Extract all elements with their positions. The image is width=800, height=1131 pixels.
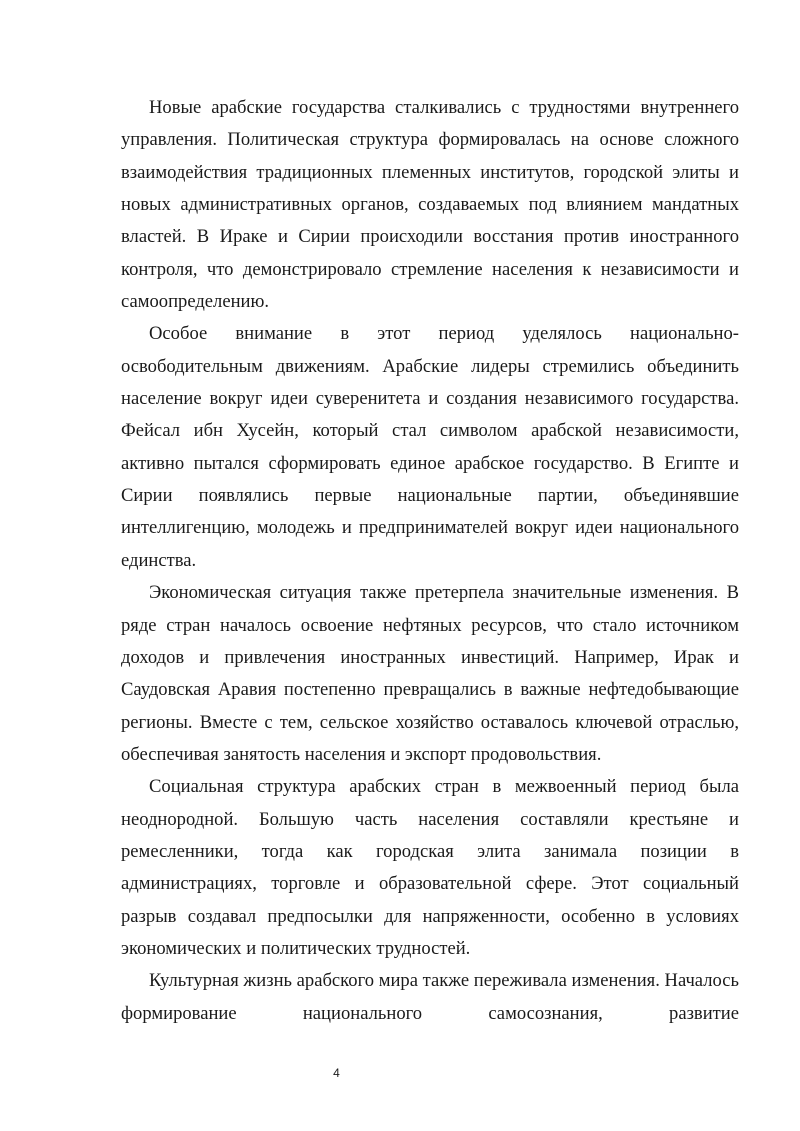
paragraph: Социальная структура арабских стран в межвоенный период была неоднородной. Большую часть населения составляли крестьяне и ремесленники, тогда как городская элита занимала позиции в администрациях, торговле и образовательной сфере. Этот социальный разрыв создавал предпосылки для напряженности, особенно в условиях экономических и политических трудностей. xyxy=(121,776,739,959)
paragraph: Культурная жизнь арабского мира также переживала изменения. Началось формирование национального самосознания, развитие xyxy=(121,970,739,1024)
page-number: 4 xyxy=(333,1066,340,1080)
paragraph: Экономическая ситуация также претерпела значительные изменения. В ряде стран началось освоение нефтяных ресурсов, что стало источником доходов и привлечения иностранных инвестиций. Например, Ирак и Саудовская Аравия постепенно превращались в важные нефтедобывающие регионы. Вместе с тем, сельское хозяйство оставалось ключевой отраслью, обеспечивая занятость населения и экспорт продовольствия. xyxy=(121,582,739,765)
body-text xyxy=(121,92,739,1030)
paragraph: Новые арабские государства сталкивались с трудностями внутреннего управления. Политическая структура формировалась на основе сложного взаимодействия традиционных племенных институтов, городской элиты и новых административных органов, создаваемых под влиянием мандатных властей. В Ираке и Сирии происходили восстания против иностранного контроля, что демонстрировало стремление населения к независимости и самоопределению. xyxy=(121,97,739,313)
paragraph: Особое внимание в этот период уделялось национально-освободительным движениям. Арабские лидеры стремились объединить население вокруг идеи суверенитета и создания независимого государства. Фейсал ибн Хусейн, который стал символом арабской независимости, активно пытался сформировать единое арабское государство. В Египте и Сирии появлялись первые национальные партии, объединявшие интеллигенцию, молодежь и предпринимателей вокруг идеи национального единства. xyxy=(121,323,739,571)
